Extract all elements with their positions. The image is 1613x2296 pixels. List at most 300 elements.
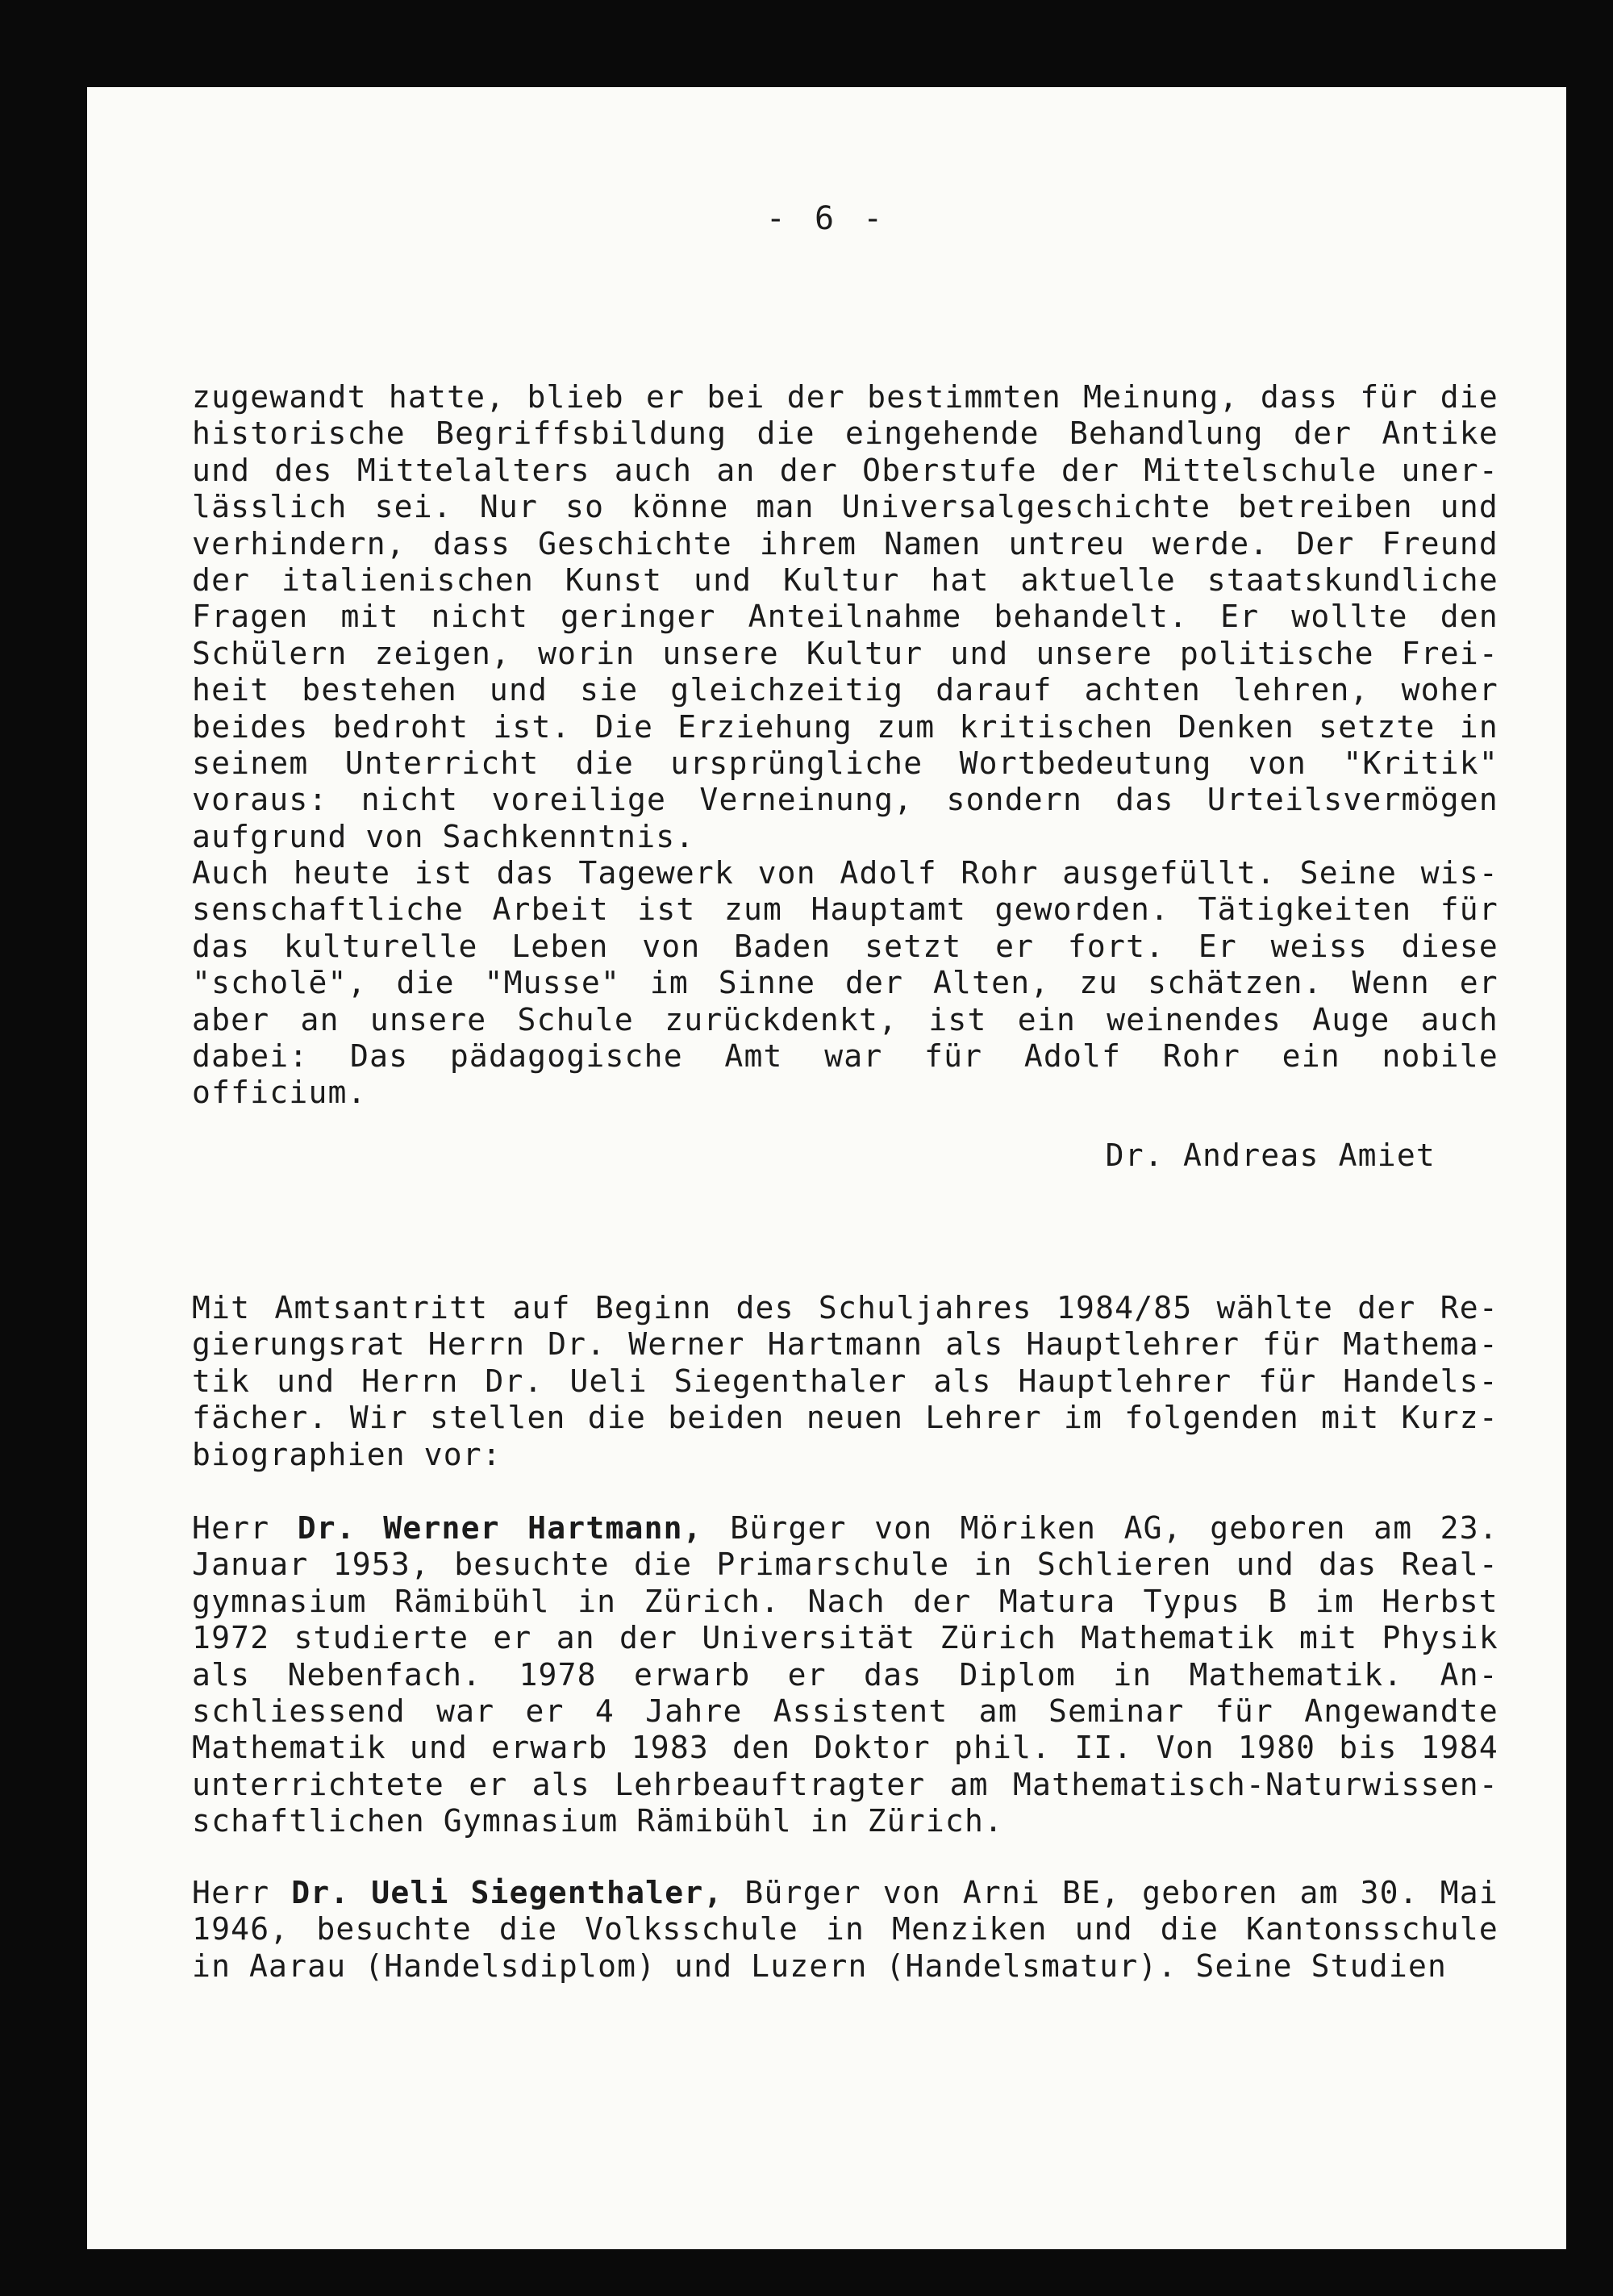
word: Hartmann, — [527, 1510, 702, 1546]
word: aber — [192, 1001, 270, 1037]
word: im — [649, 965, 689, 1001]
word: Begriffsbildung — [436, 415, 727, 452]
word: phil. — [953, 1730, 1052, 1766]
word: die — [587, 1400, 647, 1436]
word: als — [945, 1326, 1004, 1363]
text-line — [192, 1547, 1498, 1583]
word: heit — [192, 672, 270, 708]
word: Erziehung — [677, 708, 852, 745]
word: in — [1113, 1656, 1152, 1693]
paragraph-rohr-today — [192, 855, 1498, 1112]
word: für — [1258, 1363, 1317, 1399]
text-line — [192, 1002, 1498, 1038]
word: Nur — [479, 489, 539, 525]
word: setzt — [865, 928, 962, 964]
word: Seine — [1299, 855, 1398, 891]
text-line — [192, 745, 1498, 782]
word: Mathematisch-Naturwissen- — [1012, 1766, 1498, 1802]
word: am — [1299, 1875, 1339, 1910]
word: war — [436, 1693, 495, 1729]
word: als — [192, 1656, 251, 1693]
text-line — [192, 1400, 1498, 1436]
text-line — [192, 709, 1498, 745]
word: hatte, — [388, 379, 506, 415]
text-line — [192, 526, 1498, 562]
word: BE, — [1062, 1875, 1121, 1910]
word: der — [786, 379, 845, 415]
word: schliessend — [192, 1693, 406, 1729]
word: aktuelle — [1020, 561, 1176, 598]
word: pädagogische — [449, 1037, 683, 1074]
word: die — [396, 965, 455, 1001]
word: weinendes — [1107, 1001, 1282, 1037]
word: behandelt. — [994, 599, 1189, 635]
word: Anteilnahme — [748, 599, 962, 635]
word: besuchte — [454, 1547, 610, 1583]
word: Angewandte — [1304, 1693, 1498, 1729]
word: Hartmann — [767, 1326, 923, 1363]
text-line — [192, 562, 1498, 599]
word: unsere — [1036, 635, 1152, 671]
word: Nach — [807, 1583, 886, 1619]
word: fächer. — [192, 1400, 328, 1436]
word: den — [1440, 599, 1498, 635]
text-line — [192, 891, 1498, 928]
word: staatskundliche — [1207, 561, 1498, 598]
word: Rohr — [1162, 1037, 1241, 1074]
word: geringer — [561, 599, 716, 635]
word: er — [1459, 965, 1498, 1001]
word: uner- — [1401, 452, 1498, 488]
word: dabei: — [192, 1037, 309, 1074]
word: Die — [594, 708, 654, 745]
word: auch — [614, 452, 693, 488]
word: Matura — [998, 1583, 1116, 1619]
word: Kurz- — [1401, 1400, 1498, 1436]
text-line — [192, 1584, 1498, 1620]
word: Studien — [1311, 1947, 1448, 1984]
word: Rämibühl — [394, 1583, 550, 1619]
word: Zürich. — [644, 1583, 781, 1619]
word: Handels- — [1343, 1363, 1498, 1399]
word: Luzern — [751, 1947, 868, 1984]
word: das — [192, 928, 251, 964]
word: Arbeit — [492, 891, 609, 928]
word: Werner — [628, 1326, 745, 1363]
word: Amt — [724, 1037, 783, 1074]
word: 4 — [594, 1693, 615, 1729]
text-line — [192, 782, 1498, 818]
text-line — [192, 453, 1498, 489]
word: Kunst — [565, 561, 663, 598]
word: die — [1440, 379, 1498, 415]
word: ist — [928, 1001, 987, 1037]
text-line — [192, 929, 1498, 965]
word: 23. — [1440, 1510, 1498, 1546]
word: wählte — [1216, 1290, 1334, 1325]
word: von — [642, 928, 701, 964]
word: bedroht — [332, 708, 469, 745]
document-page — [87, 87, 1566, 2249]
word: besuchte — [316, 1911, 472, 1947]
word: zum — [877, 708, 936, 745]
text-line — [192, 636, 1498, 672]
text-line — [192, 1948, 1498, 1985]
word: Dr. — [291, 1875, 350, 1910]
word: dass — [432, 525, 511, 561]
word: Adolf — [1023, 1037, 1122, 1074]
word: (Handelsdiplom) — [365, 1947, 656, 1984]
word: 1953, — [332, 1547, 431, 1583]
text-line — [192, 672, 1498, 708]
word: Hauptlehrer — [1018, 1363, 1232, 1399]
word: Herbst — [1382, 1583, 1498, 1619]
word: Mai — [1440, 1875, 1498, 1910]
word: Hauptlehrer — [1026, 1326, 1240, 1363]
word: den — [732, 1730, 791, 1766]
word: AG, — [1123, 1510, 1182, 1546]
word: Freund — [1382, 525, 1498, 561]
word: 1946, — [192, 1911, 290, 1947]
word: schätzen. — [1148, 965, 1323, 1001]
word: zugewandt — [192, 379, 367, 415]
word: neuen — [806, 1400, 904, 1436]
word: bei — [706, 379, 765, 415]
word: geboren — [1210, 1510, 1346, 1546]
word: Tätigkeiten — [1198, 891, 1412, 928]
word: und — [1074, 1911, 1133, 1947]
word: an — [556, 1620, 595, 1656]
word: ist — [637, 891, 696, 928]
word: Schuljahres — [818, 1290, 1032, 1325]
page-number: - 6 - — [765, 200, 888, 237]
text-line — [192, 1693, 1498, 1730]
word: an — [716, 452, 756, 488]
word: verhindern, — [192, 525, 406, 561]
word: "Musse" — [484, 965, 621, 1001]
text-line — [192, 1363, 1498, 1400]
word: wollte — [1291, 599, 1408, 635]
word: (Handelsmatur). — [886, 1947, 1177, 1984]
word: Arni — [962, 1875, 1041, 1910]
word: Auch — [192, 855, 270, 891]
word: erwarb — [633, 1656, 751, 1693]
word: Werner — [383, 1510, 500, 1546]
word: Mathematik — [192, 1730, 386, 1766]
word: untreu — [1008, 525, 1125, 561]
word: beides — [192, 708, 309, 745]
word: heute — [293, 855, 391, 891]
word: diese — [1401, 928, 1498, 964]
word: von — [365, 818, 424, 854]
text-line — [192, 1510, 1498, 1547]
word: und — [1440, 489, 1498, 525]
word: Meinung, — [1083, 379, 1239, 415]
text-line — [192, 1911, 1498, 1947]
word: ein — [1017, 1001, 1077, 1037]
word: erwarb — [491, 1730, 608, 1766]
word: das — [864, 1656, 923, 1693]
word: der — [619, 1620, 678, 1656]
word: Alten, — [932, 965, 1050, 1001]
word: an — [300, 1001, 340, 1037]
word: Sinne — [718, 965, 816, 1001]
word: aufgrund — [192, 818, 348, 854]
word: von — [757, 855, 816, 891]
word: italienischen — [281, 561, 535, 598]
text-line — [192, 489, 1498, 525]
text-line — [192, 965, 1498, 1001]
text-line — [192, 1657, 1498, 1693]
word: die — [1160, 1911, 1219, 1947]
word: Fragen — [192, 599, 309, 635]
word: für — [1360, 379, 1419, 415]
word: ein — [1282, 1037, 1340, 1074]
word: für — [1262, 1326, 1321, 1363]
word: bestehen — [302, 672, 457, 708]
word: Assistent — [773, 1693, 948, 1729]
word: hat — [931, 561, 990, 598]
word: am — [949, 1766, 989, 1802]
word: der — [913, 1583, 972, 1619]
word: Unterricht — [344, 745, 540, 781]
word: Diplom — [959, 1656, 1076, 1693]
word: bis — [1339, 1730, 1398, 1766]
word: Doktor — [814, 1730, 931, 1766]
word: 1972 — [192, 1620, 270, 1656]
paragraph-hartmann-bio — [192, 1510, 1498, 1840]
word: beiden — [668, 1400, 785, 1436]
word: 1983 — [631, 1730, 709, 1766]
word: in — [577, 1583, 617, 1619]
word: mit — [1321, 1400, 1380, 1436]
word: er — [995, 928, 1035, 964]
word: An- — [1440, 1656, 1498, 1693]
word: am — [1373, 1510, 1413, 1546]
word: und — [694, 561, 752, 598]
word: historische — [192, 415, 406, 452]
word: der — [844, 965, 904, 1001]
word: Kultur — [806, 635, 923, 671]
word: der — [1357, 1290, 1416, 1325]
word: und — [950, 635, 1009, 671]
word: eingehende — [844, 415, 1040, 452]
word: Namen — [884, 525, 982, 561]
word: zurückdenkt, — [665, 1001, 898, 1037]
text-line — [192, 415, 1498, 452]
word: Januar — [192, 1547, 309, 1583]
word: und — [1236, 1547, 1294, 1583]
word: Verneinung, — [699, 782, 914, 818]
word: der — [192, 561, 251, 598]
word: Denken — [1177, 708, 1294, 745]
word: der — [779, 452, 838, 488]
word: Schule — [517, 1001, 635, 1037]
text-line — [192, 1290, 1498, 1326]
word: Siegenthaler — [673, 1363, 907, 1399]
word: in — [192, 1947, 231, 1984]
word: Auge — [1312, 1001, 1390, 1037]
word: Antike — [1382, 415, 1498, 452]
word: nobile — [1382, 1037, 1498, 1074]
text-line — [192, 1437, 1498, 1473]
word: dass — [1260, 379, 1339, 415]
word: des — [274, 452, 333, 488]
word: politische — [1179, 635, 1374, 671]
text-line — [192, 1875, 1498, 1911]
word: bestimmten — [867, 379, 1061, 415]
word: von — [1248, 745, 1307, 781]
text-line — [192, 1767, 1498, 1803]
word: und — [409, 1730, 469, 1766]
word: lehren, — [1233, 672, 1369, 708]
word: von — [882, 1875, 941, 1910]
word: "Kritik" — [1343, 745, 1498, 781]
word: Seine — [1195, 1947, 1293, 1984]
word: am — [978, 1693, 1018, 1729]
word: das — [1115, 782, 1174, 818]
word: mit — [1299, 1620, 1358, 1656]
word: ursprüngliche — [670, 745, 923, 781]
word: unterrichtete — [192, 1766, 445, 1802]
word: Urteilsvermögen — [1207, 782, 1498, 818]
word: die — [498, 1911, 558, 1947]
word: im — [1063, 1400, 1103, 1436]
word: kulturelle — [283, 928, 478, 964]
word: voraus: — [192, 782, 328, 818]
word: er — [787, 1656, 827, 1693]
word: Universalgeschichte — [841, 489, 1211, 525]
word: Hauptamt — [811, 891, 967, 928]
word: für — [1215, 1693, 1273, 1729]
text-line — [192, 1620, 1498, 1656]
word: stellen — [430, 1400, 566, 1436]
word: der — [1061, 452, 1120, 488]
word: für — [924, 1037, 983, 1074]
word: Schülern — [192, 635, 348, 671]
word: Geschichte — [538, 525, 732, 561]
word: folgenden — [1124, 1400, 1299, 1436]
word: achten — [1084, 672, 1202, 708]
text-line — [192, 1326, 1498, 1363]
word: 1984/85 — [1056, 1290, 1193, 1325]
word: Rohr — [961, 855, 1039, 891]
word: nicht — [361, 782, 459, 818]
word: in — [825, 1911, 865, 1947]
word: und — [674, 1947, 733, 1984]
word: Mittelalters — [356, 452, 590, 488]
word: Lehrer — [925, 1400, 1042, 1436]
word: Adolf — [840, 855, 937, 891]
word: Kantonsschule — [1245, 1911, 1498, 1947]
word: geboren — [1142, 1875, 1278, 1910]
word: Herrn — [361, 1363, 459, 1399]
word: Dr. — [297, 1510, 356, 1546]
word: Universität — [702, 1620, 916, 1656]
word: studierte — [294, 1620, 469, 1656]
word: er — [493, 1620, 532, 1656]
word: fort. — [1067, 928, 1165, 964]
word: er — [469, 1766, 508, 1802]
word: Lehrbeauftragter — [615, 1766, 926, 1802]
word: Baden — [734, 928, 832, 964]
word: sondern — [946, 782, 1083, 818]
word: sie — [580, 672, 639, 708]
word: werde. — [1152, 525, 1269, 561]
word: Mittelschule — [1144, 452, 1378, 488]
word: Typus — [1143, 1583, 1241, 1619]
paragraph-new-teachers-intro — [192, 1290, 1498, 1473]
word: lässlich — [192, 489, 348, 525]
word: zum — [723, 891, 783, 928]
word: Re- — [1440, 1290, 1498, 1325]
word: in — [1459, 708, 1498, 745]
word: Er — [1198, 928, 1237, 964]
word: Mathematik — [1081, 1620, 1275, 1656]
word: Er — [1220, 599, 1260, 635]
word: man — [756, 489, 815, 525]
word: Wortbedeutung — [959, 745, 1212, 781]
word: Primarschule — [716, 1547, 950, 1583]
word: Das — [350, 1037, 409, 1074]
word: zu — [1079, 965, 1119, 1001]
word: Real- — [1401, 1547, 1498, 1583]
word: und — [192, 452, 251, 488]
word: die — [634, 1547, 693, 1583]
word: kritischen — [959, 708, 1154, 745]
word: Wir — [349, 1400, 408, 1436]
word: Leben — [511, 928, 609, 964]
word: schaftlichen — [192, 1803, 425, 1839]
word: sei. — [374, 489, 452, 525]
word: unsere — [369, 1001, 487, 1037]
word: in — [810, 1803, 849, 1839]
word: ihrem — [759, 525, 857, 561]
word: gymnasium — [192, 1583, 367, 1619]
word: Zürich — [940, 1620, 1057, 1656]
word: Frei- — [1401, 635, 1498, 671]
word: Mathema- — [1343, 1326, 1498, 1363]
word: und — [277, 1363, 336, 1399]
author-signature: Dr. Andreas Amiet — [1105, 1138, 1436, 1173]
word: "scholē", — [192, 965, 367, 1001]
word: er — [525, 1693, 565, 1729]
word: Ueli — [569, 1363, 648, 1399]
word: ist. — [493, 708, 571, 745]
word: Wenn — [1352, 965, 1430, 1001]
word: ausgefüllt. — [1062, 855, 1277, 891]
word: biographien — [192, 1436, 406, 1472]
word: im — [1315, 1583, 1355, 1619]
word: Mit — [192, 1290, 251, 1325]
word: voreilige — [491, 782, 667, 818]
word: die — [575, 745, 635, 781]
word: 1978 — [519, 1656, 597, 1693]
word: Dr. — [548, 1326, 606, 1363]
word: gleichzeitig — [670, 672, 904, 708]
word: Herrn — [427, 1326, 526, 1363]
word: als — [933, 1363, 992, 1399]
word: officium. — [192, 1075, 367, 1111]
word: Physik — [1382, 1620, 1498, 1656]
word: Amtsantritt — [274, 1290, 489, 1325]
word: war — [824, 1037, 883, 1074]
word: Tagewerk — [578, 855, 735, 891]
paragraph-siegenthaler-bio — [192, 1875, 1498, 1985]
word: auch — [1420, 1001, 1498, 1037]
word: Möriken — [960, 1510, 1097, 1546]
word: Gymnasium — [443, 1803, 619, 1839]
